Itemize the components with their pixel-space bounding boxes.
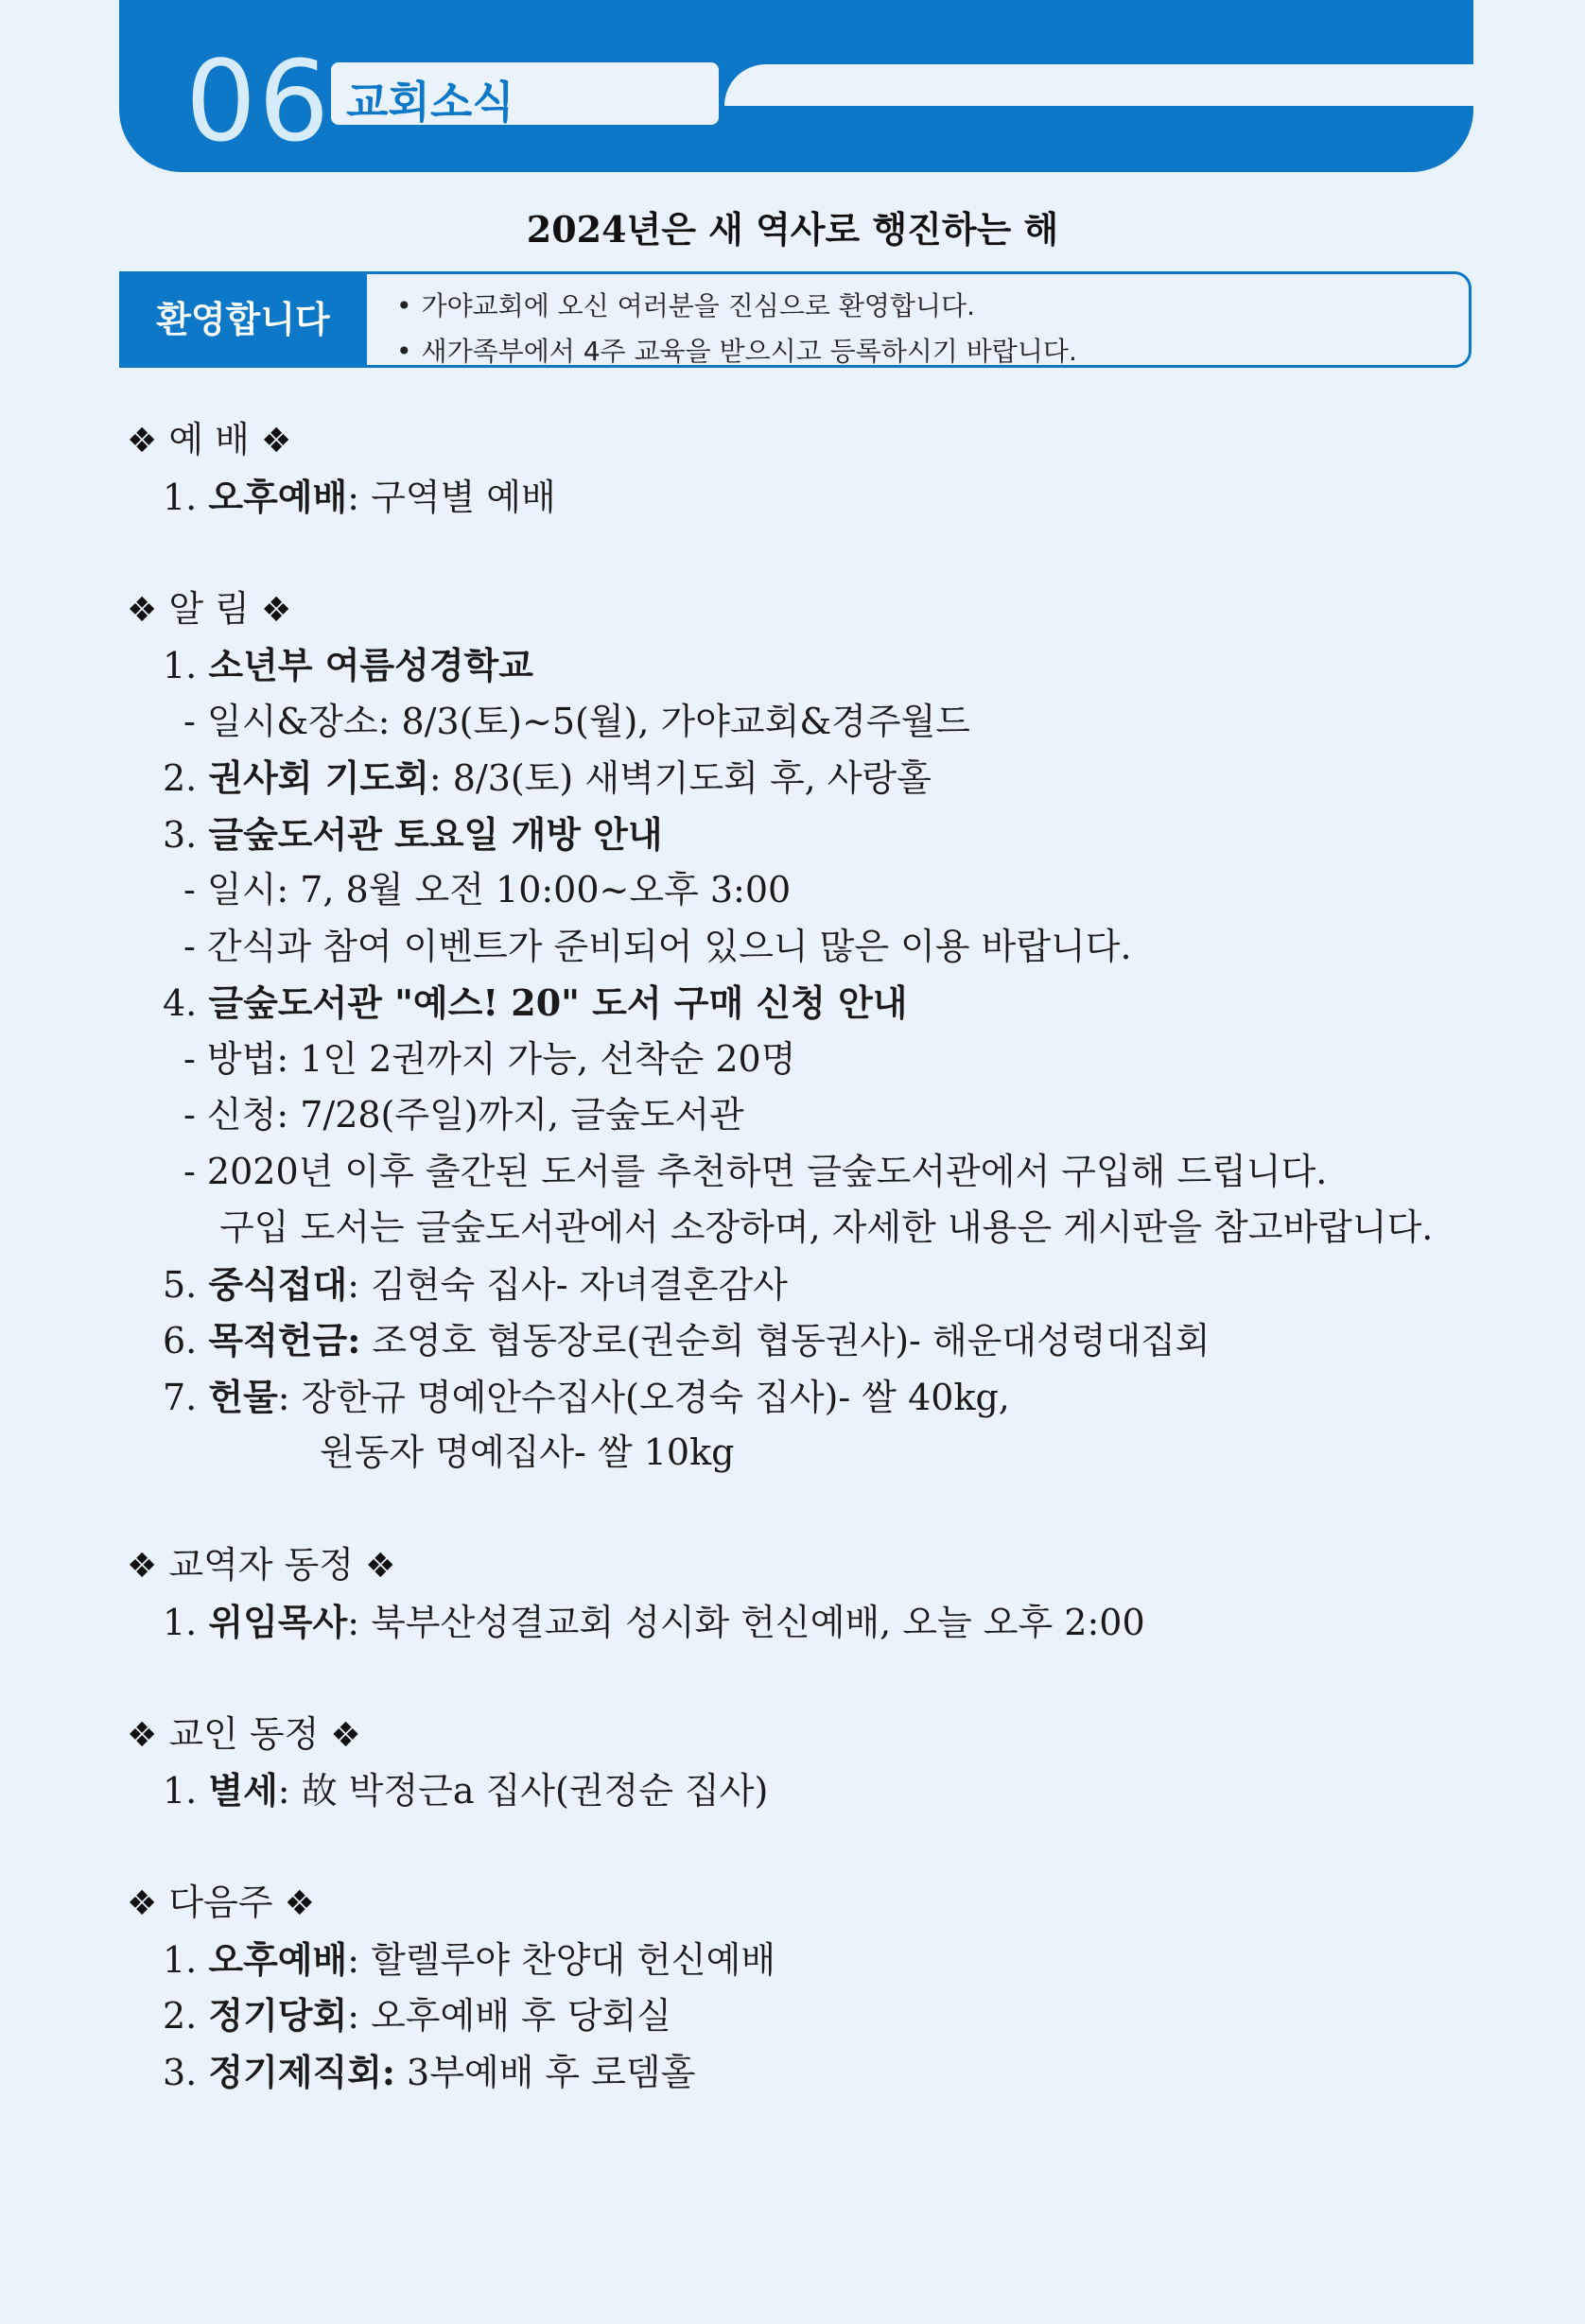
header-wave bbox=[724, 64, 1473, 106]
diamond-icon: ❖ bbox=[127, 1547, 158, 1586]
list-item: 7. 헌물: 장한규 명예안수집사(오경숙 집사)- 쌀 40kg, bbox=[163, 1375, 1010, 1418]
diamond-icon: ❖ bbox=[365, 1547, 396, 1586]
diamond-icon: ❖ bbox=[127, 1715, 158, 1755]
section-heading-next-week: ❖ 다음주 ❖ bbox=[127, 1882, 315, 1923]
section-heading-members: ❖ 교인 동정 ❖ bbox=[127, 1712, 361, 1755]
diamond-icon: ❖ bbox=[330, 1715, 361, 1755]
welcome-box bbox=[119, 271, 1472, 368]
list-item: 1. 오후예배: 구역별 예배 bbox=[163, 475, 556, 518]
list-item: 3. 정기제직회: 3부예배 후 로뎀홀 bbox=[163, 2050, 696, 2093]
section-heading-notices: ❖ 알 림 ❖ bbox=[127, 587, 292, 630]
list-item: 5. 중식접대: 김현숙 집사- 자녀결혼감사 bbox=[163, 1262, 788, 1306]
diamond-icon: ❖ bbox=[127, 1884, 158, 1923]
diamond-icon: ❖ bbox=[127, 590, 158, 630]
welcome-tag: 환영합니다 bbox=[119, 271, 367, 368]
section-heading-ministers: ❖ 교역자 동정 ❖ bbox=[127, 1544, 396, 1586]
list-subitem: - 신청: 7/28(주일)까지, 글숲도서관 bbox=[183, 1094, 744, 1136]
diamond-icon: ❖ bbox=[127, 422, 158, 460]
list-subitem-continued: 구입 도서는 글숲도서관에서 소장하며, 자세한 내용은 게시판을 참고바랍니다. bbox=[219, 1206, 1434, 1248]
list-subitem: - 일시: 7, 8월 오전 10:00~오후 3:00 bbox=[183, 869, 792, 911]
list-item-continued: 원동자 명예집사- 쌀 10kg bbox=[320, 1431, 735, 1473]
list-item: 1. 오후예배: 할렐루야 찬양대 헌신예배 bbox=[163, 1937, 776, 1981]
list-subitem: - 간식과 참여 이벤트가 준비되어 있으니 많은 이용 바랍니다. bbox=[183, 925, 1132, 967]
welcome-line: • 가야교회에 오신 여러분을 진심으로 환영합니다. bbox=[396, 284, 1077, 329]
section-title: 교회소식 bbox=[346, 77, 514, 128]
list-item: 1. 소년부 여름성경학교 bbox=[163, 644, 533, 686]
diamond-icon: ❖ bbox=[260, 590, 292, 630]
section-heading-worship: ❖ 예 배 ❖ bbox=[127, 419, 292, 460]
list-item: 1. 위임목사: 북부산성결교회 성시화 헌신예배, 오늘 오후 2:00 bbox=[163, 1600, 1145, 1643]
welcome-line: • 새가족부에서 4주 교육을 받으시고 등록하시기 바랍니다. bbox=[396, 329, 1077, 374]
diamond-icon: ❖ bbox=[284, 1884, 315, 1923]
diamond-icon: ❖ bbox=[260, 422, 292, 460]
list-item: 4. 글숲도서관 "예스! 20" 도서 구매 신청 안내 bbox=[163, 981, 908, 1024]
motto: 2024년은 새 역사로 행진하는 해 bbox=[526, 208, 1059, 251]
list-item: 6. 목적헌금: 조영호 협동장로(권순희 협동권사)- 해운대성령대집회 bbox=[163, 1319, 1211, 1361]
announcements bbox=[127, 412, 1489, 2100]
section-header bbox=[119, 0, 1473, 172]
list-item: 1. 별세: 故 박정근a 집사(권정순 집사) bbox=[163, 1769, 769, 1812]
section-number: 06 bbox=[185, 36, 332, 166]
list-item: 2. 정기당회: 오후예배 후 당회실 bbox=[163, 1994, 671, 2037]
section-title-box bbox=[331, 62, 719, 128]
list-item: 3. 글숲도서관 토요일 개방 안내 bbox=[163, 812, 663, 856]
list-item: 2. 권사회 기도회: 8/3(토) 새벽기도회 후, 사랑홀 bbox=[163, 756, 932, 799]
list-subitem: - 2020년 이후 출간된 도서를 추천하면 글숲도서관에서 구입해 드립니다. bbox=[183, 1150, 1328, 1192]
welcome-lines bbox=[396, 284, 1077, 374]
list-subitem: - 일시&장소: 8/3(토)~5(월), 가야교회&경주월드 bbox=[183, 700, 970, 742]
list-subitem: - 방법: 1인 2권까지 가능, 선착순 20명 bbox=[183, 1037, 796, 1080]
